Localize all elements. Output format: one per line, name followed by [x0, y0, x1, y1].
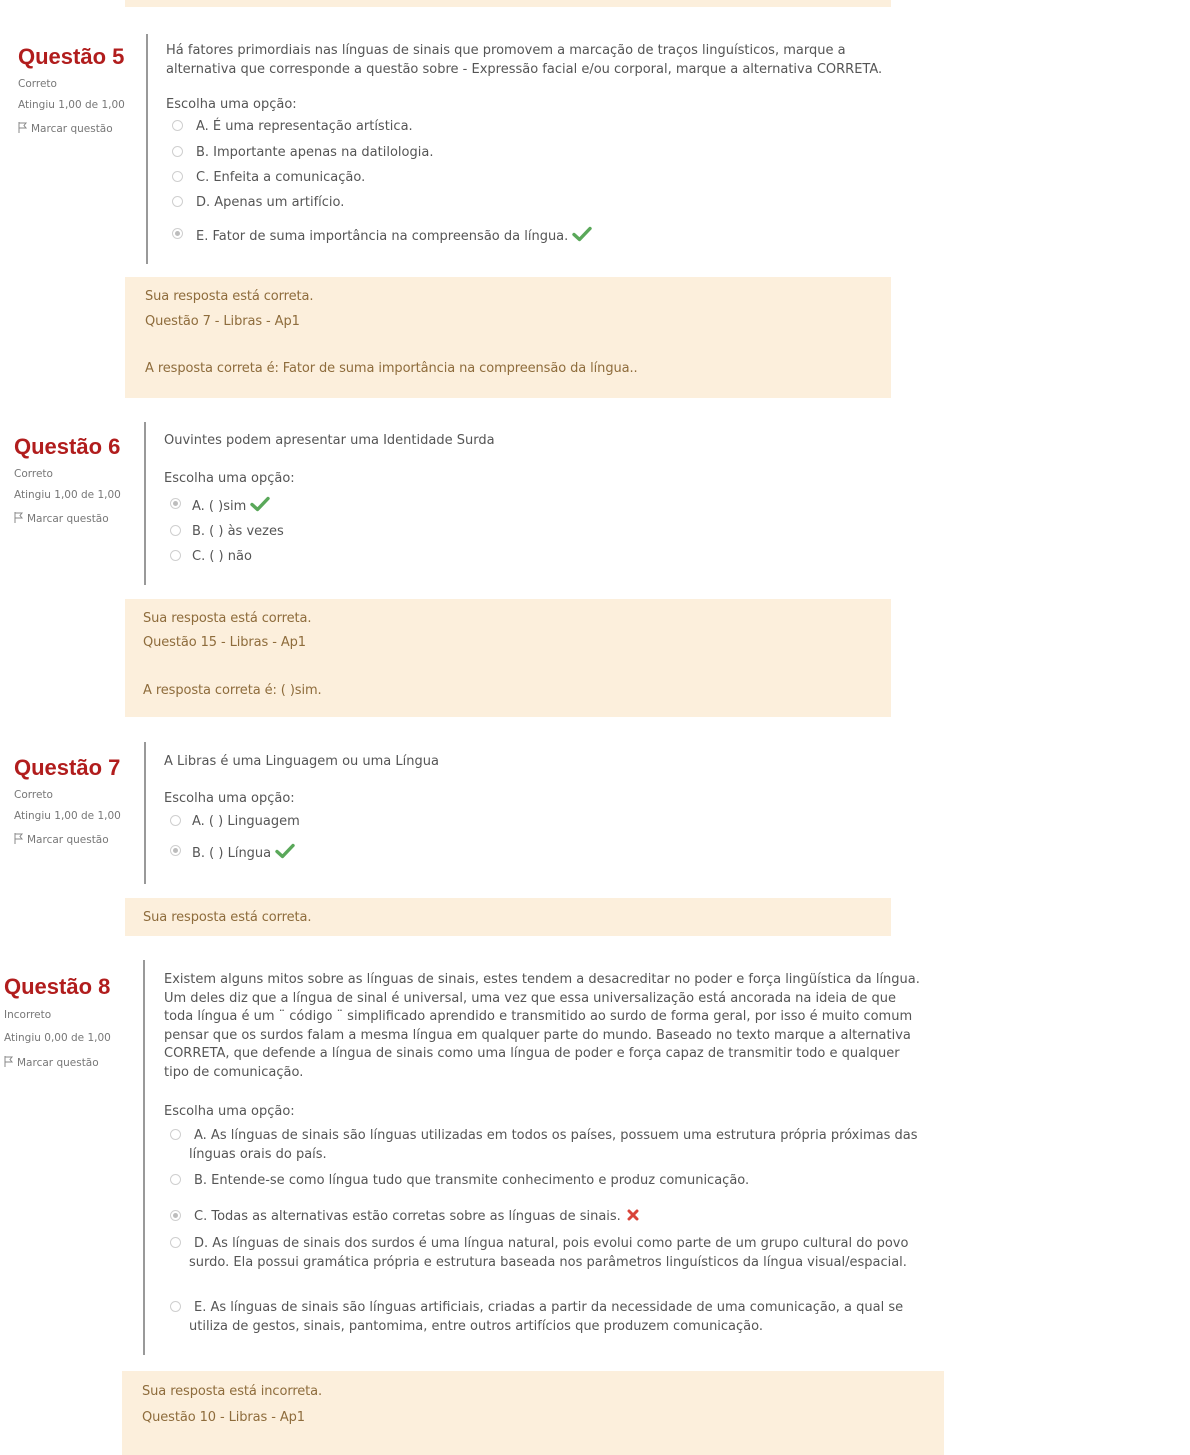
- feedback-box: [125, 898, 891, 936]
- option-b[interactable]: [170, 843, 870, 865]
- checkmark-icon: [275, 843, 295, 859]
- option-c[interactable]: [170, 548, 870, 567]
- option-label: E. Fator de suma importância na compreensão da língua.: [196, 229, 569, 244]
- radio-button[interactable]: [170, 1129, 181, 1140]
- option-d[interactable]: [172, 194, 872, 213]
- question-status: Incorreto: [4, 1009, 52, 1021]
- feedback-source: Questão 7 - Libras - Ap1: [145, 314, 300, 329]
- checkmark-icon: [572, 226, 592, 242]
- question-info-8: [4, 974, 134, 1074]
- question-text: Há fatores primordiais nas línguas de sinais que promovem a marcação de traços linguísticos, marque a alternativa que corresponde a questão sobre - Expressão facial e/ou corporal, marque a alternativa CORRETA.: [166, 43, 883, 77]
- option-c[interactable]: [170, 1208, 930, 1227]
- option-label: C. Enfeita a comunicação.: [196, 170, 366, 185]
- option-label: A. As línguas de sinais são línguas utilizadas em todos os países, possuem uma estrutura própria próximas das línguas orais do país.: [189, 1128, 918, 1162]
- choose-option-label: Escolha uma opção:: [164, 471, 295, 486]
- radio-button[interactable]: [172, 146, 183, 157]
- question-number: Questão 7: [14, 755, 121, 780]
- option-a[interactable]: [170, 496, 870, 518]
- feedback-box: [125, 277, 891, 398]
- radio-button-selected[interactable]: [172, 228, 183, 239]
- option-label: B. Entende-se como língua tudo que transmite conhecimento e produz comunicação.: [194, 1173, 750, 1188]
- radio-button[interactable]: [170, 550, 181, 561]
- option-b[interactable]: [172, 144, 872, 163]
- flag-icon: [14, 512, 24, 523]
- radio-button[interactable]: [172, 171, 183, 182]
- flag-label: Marcar questão: [31, 123, 113, 135]
- option-d[interactable]: [170, 1235, 930, 1291]
- radio-button[interactable]: [170, 1301, 181, 1312]
- flag-label: Marcar questão: [17, 1057, 99, 1069]
- radio-button-selected[interactable]: [170, 845, 181, 856]
- flag-icon: [4, 1056, 14, 1067]
- question-info-6: [14, 434, 134, 534]
- flag-question-link[interactable]: [14, 833, 109, 846]
- radio-button[interactable]: [170, 1237, 181, 1248]
- question-status: Correto: [14, 468, 53, 480]
- feedback-box-previous: [125, 0, 891, 7]
- option-label: A. ( )sim: [192, 499, 247, 514]
- feedback-correct-answer: A resposta correta é: ( )sim.: [143, 683, 322, 698]
- radio-button[interactable]: [172, 196, 183, 207]
- choose-option-label: Escolha uma opção:: [166, 97, 297, 112]
- question-score: Atingiu 1,00 de 1,00: [14, 489, 121, 501]
- radio-button-selected[interactable]: [170, 498, 181, 509]
- option-a[interactable]: [170, 1127, 930, 1165]
- feedback-correct-answer: A resposta correta é: Fator de suma importância na compreensão da língua..: [145, 361, 638, 376]
- question-number: Questão 8: [4, 974, 111, 999]
- feedback-box: [125, 599, 891, 717]
- incorrect-icon: [627, 1209, 639, 1221]
- option-label: D. As línguas de sinais dos surdos é uma língua natural, pois evolui como parte de um grupo cultural do povo surdo. Ela possui gramática própria e estrutura baseada nos parâmetros linguísticos da língua visual/espacial.: [189, 1236, 909, 1270]
- option-label: B. ( ) Língua: [192, 846, 272, 861]
- question-divider: [143, 960, 145, 1355]
- question-text: A Libras é uma Linguagem ou uma Língua: [164, 754, 439, 769]
- flag-question-link[interactable]: [18, 122, 113, 135]
- option-label: C. ( ) não: [192, 549, 252, 564]
- feedback-source: Questão 10 - Libras - Ap1: [142, 1410, 305, 1425]
- radio-button-selected[interactable]: [170, 1210, 181, 1221]
- question-text: Ouvintes podem apresentar uma Identidade Surda: [164, 433, 495, 448]
- choose-option-label: Escolha uma opção:: [164, 791, 295, 806]
- question-score: Atingiu 0,00 de 1,00: [4, 1032, 111, 1044]
- question-divider: [146, 34, 148, 264]
- feedback-result: Sua resposta está correta.: [143, 910, 312, 925]
- question-text: Existem alguns mitos sobre as línguas de sinais, estes tendem a desacreditar no poder e força lingüística da língua. Um deles diz que a língua de sinal é universal, uma vez que essa universalização está ancorada na ideia de que toda língua é um ¨ código ¨ simplificado aprendido e transmitido ao surdo de forma geral, por isso é muito comum pensar que os surdos falam a mesma língua em qualquer parte do mundo. Baseado no texto marque a alternativa CORRETA, que defende a língua de sinais como uma língua de poder e força capaz de transmitir todo e qualquer tipo de comunicação.: [164, 972, 920, 1080]
- option-b[interactable]: [170, 1172, 930, 1191]
- flag-label: Marcar questão: [27, 513, 109, 525]
- radio-button[interactable]: [170, 525, 181, 536]
- choose-option-label: Escolha uma opção:: [164, 1104, 295, 1119]
- flag-label: Marcar questão: [27, 834, 109, 846]
- flag-question-link[interactable]: [14, 512, 109, 525]
- feedback-source: Questão 15 - Libras - Ap1: [143, 635, 306, 650]
- question-status: Correto: [18, 78, 57, 90]
- feedback-result: Sua resposta está correta.: [145, 289, 314, 304]
- question-info-5: [18, 44, 138, 144]
- radio-button[interactable]: [170, 815, 181, 826]
- option-label: D. Apenas um artifício.: [196, 195, 345, 210]
- option-a[interactable]: [172, 118, 872, 137]
- flag-icon: [14, 833, 24, 844]
- feedback-result: Sua resposta está incorreta.: [142, 1384, 323, 1399]
- option-label: B. Importante apenas na datilologia.: [196, 145, 434, 160]
- question-divider: [144, 422, 146, 585]
- checkmark-icon: [250, 496, 270, 512]
- question-score: Atingiu 1,00 de 1,00: [18, 99, 125, 111]
- question-divider: [144, 742, 146, 884]
- flag-icon: [18, 122, 28, 133]
- option-a[interactable]: [170, 813, 870, 832]
- flag-question-link[interactable]: [4, 1056, 99, 1069]
- question-status: Correto: [14, 789, 53, 801]
- option-label: B. ( ) às vezes: [192, 524, 284, 539]
- option-b[interactable]: [170, 523, 870, 542]
- option-label: E. As línguas de sinais são línguas artificiais, criadas a partir da necessidade de uma comunicação, a qual se utiliza de gestos, sinais, pantomima, entre outros artifícios que produzem comunicação.: [189, 1300, 904, 1334]
- option-e[interactable]: [170, 1299, 930, 1337]
- option-label: A. É uma representação artística.: [196, 119, 413, 134]
- radio-button[interactable]: [172, 120, 183, 131]
- feedback-result: Sua resposta está correta.: [143, 611, 312, 626]
- radio-button[interactable]: [170, 1174, 181, 1185]
- feedback-box: [122, 1371, 944, 1455]
- question-score: Atingiu 1,00 de 1,00: [14, 810, 121, 822]
- question-info-7: [14, 755, 134, 855]
- option-label: C. Todas as alternativas estão corretas sobre as línguas de sinais.: [194, 1209, 621, 1224]
- option-label: A. ( ) Linguagem: [192, 814, 300, 829]
- question-number: Questão 6: [14, 434, 121, 459]
- question-number: Questão 5: [18, 44, 125, 69]
- option-c[interactable]: [172, 169, 872, 188]
- option-e[interactable]: [172, 226, 872, 248]
